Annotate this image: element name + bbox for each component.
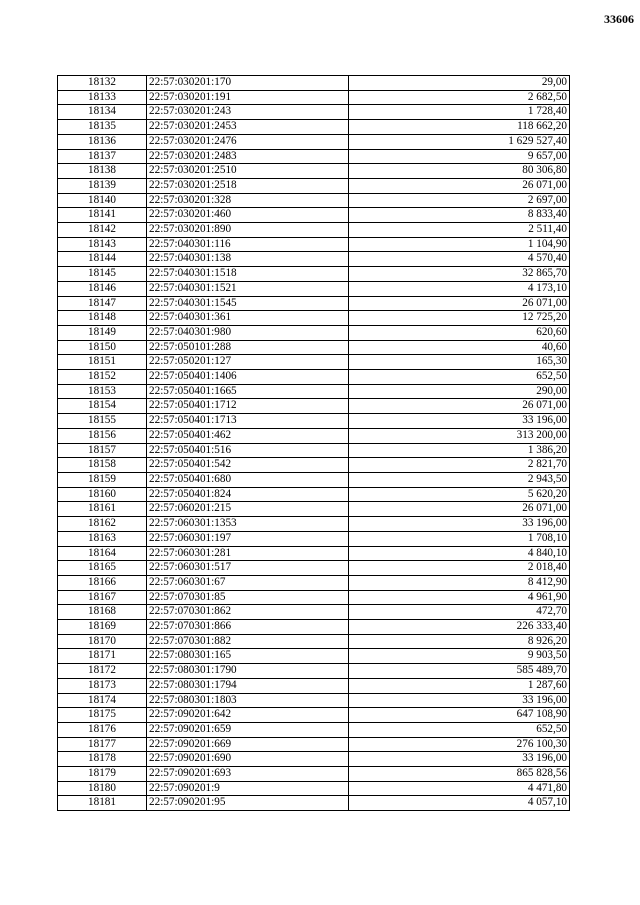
row-number-cell: 18163 (58, 531, 147, 546)
table-row (58, 781, 570, 796)
cadastral-number-cell: 22:57:050401:516 (147, 443, 349, 458)
cadastral-number-cell: 22:57:090201:693 (147, 767, 349, 782)
cadastral-number-cell: 22:57:050401:1713 (147, 414, 349, 429)
value-cell: 33 196,00 (349, 693, 570, 708)
cadastral-number-cell: 22:57:050401:1406 (147, 370, 349, 385)
table-row (58, 767, 570, 782)
cadastral-number-cell: 22:57:040301:1545 (147, 296, 349, 311)
table-row (58, 223, 570, 238)
value-cell: 9 657,00 (349, 149, 570, 164)
cadastral-number-cell: 22:57:080301:1803 (147, 693, 349, 708)
value-cell: 276 100,30 (349, 737, 570, 752)
cadastral-number-cell: 22:57:040301:1518 (147, 267, 349, 282)
value-cell: 33 196,00 (349, 517, 570, 532)
table-row (58, 340, 570, 355)
table-row (58, 164, 570, 179)
cadastral-number-cell: 22:57:040301:980 (147, 325, 349, 340)
value-cell: 1 287,60 (349, 678, 570, 693)
value-cell: 2 682,50 (349, 90, 570, 105)
table-row (58, 134, 570, 149)
value-cell: 32 865,70 (349, 267, 570, 282)
table-row (58, 722, 570, 737)
value-cell: 2 511,40 (349, 223, 570, 238)
row-number-cell: 18166 (58, 575, 147, 590)
value-cell: 29,00 (349, 76, 570, 91)
cadastral-number-cell: 22:57:050101:288 (147, 340, 349, 355)
cadastral-number-cell: 22:57:050401:1712 (147, 399, 349, 414)
cadastral-number-cell: 22:57:060301:1353 (147, 517, 349, 532)
cadastral-number-cell: 22:57:050401:680 (147, 472, 349, 487)
value-cell: 4 471,80 (349, 781, 570, 796)
table-row (58, 649, 570, 664)
value-cell: 620,60 (349, 325, 570, 340)
table-row (58, 634, 570, 649)
row-number-cell: 18146 (58, 281, 147, 296)
cadastral-number-cell: 22:57:030201:191 (147, 90, 349, 105)
cadastral-number-cell: 22:57:030201:2518 (147, 178, 349, 193)
cadastral-number-cell: 22:57:030201:243 (147, 105, 349, 120)
value-cell: 5 620,20 (349, 487, 570, 502)
row-number-cell: 18165 (58, 561, 147, 576)
value-cell: 1 104,90 (349, 237, 570, 252)
row-number-cell: 18145 (58, 267, 147, 282)
row-number-cell: 18153 (58, 384, 147, 399)
row-number-cell: 18156 (58, 428, 147, 443)
row-number-cell: 18150 (58, 340, 147, 355)
registry-table-body (58, 76, 570, 811)
row-number-cell: 18157 (58, 443, 147, 458)
table-row (58, 531, 570, 546)
table-row (58, 149, 570, 164)
value-cell: 4 961,90 (349, 590, 570, 605)
value-cell: 226 333,40 (349, 620, 570, 635)
cadastral-number-cell: 22:57:090201:690 (147, 752, 349, 767)
row-number-cell: 18136 (58, 134, 147, 149)
cadastral-number-cell: 22:57:060301:517 (147, 561, 349, 576)
page-number: 33606 (604, 12, 634, 26)
table-row (58, 384, 570, 399)
row-number-cell: 18176 (58, 722, 147, 737)
table-row (58, 193, 570, 208)
cadastral-number-cell: 22:57:070301:862 (147, 605, 349, 620)
cadastral-number-cell: 22:57:090201:95 (147, 796, 349, 811)
table-row (58, 178, 570, 193)
value-cell: 313 200,00 (349, 428, 570, 443)
row-number-cell: 18140 (58, 193, 147, 208)
table-row (58, 105, 570, 120)
table-row (58, 208, 570, 223)
cadastral-number-cell: 22:57:040301:116 (147, 237, 349, 252)
row-number-cell: 18139 (58, 178, 147, 193)
value-cell: 585 489,70 (349, 664, 570, 679)
table-row (58, 487, 570, 502)
cadastral-number-cell: 22:57:050401:1665 (147, 384, 349, 399)
row-number-cell: 18170 (58, 634, 147, 649)
row-number-cell: 18159 (58, 472, 147, 487)
value-cell: 26 071,00 (349, 178, 570, 193)
row-number-cell: 18151 (58, 355, 147, 370)
row-number-cell: 18147 (58, 296, 147, 311)
table-row (58, 737, 570, 752)
value-cell: 118 662,20 (349, 120, 570, 135)
value-cell: 12 725,20 (349, 311, 570, 326)
cadastral-number-cell: 22:57:030201:2510 (147, 164, 349, 179)
row-number-cell: 18178 (58, 752, 147, 767)
value-cell: 1 629 527,40 (349, 134, 570, 149)
value-cell: 8 833,40 (349, 208, 570, 223)
value-cell: 652,50 (349, 370, 570, 385)
cadastral-number-cell: 22:57:090201:659 (147, 722, 349, 737)
row-number-cell: 18138 (58, 164, 147, 179)
row-number-cell: 18177 (58, 737, 147, 752)
value-cell: 865 828,56 (349, 767, 570, 782)
value-cell: 40,60 (349, 340, 570, 355)
value-cell: 165,30 (349, 355, 570, 370)
cadastral-number-cell: 22:57:080301:165 (147, 649, 349, 664)
table-row (58, 370, 570, 385)
row-number-cell: 18141 (58, 208, 147, 223)
table-row (58, 546, 570, 561)
row-number-cell: 18181 (58, 796, 147, 811)
table-row (58, 502, 570, 517)
table-row (58, 325, 570, 340)
cadastral-number-cell: 22:57:030201:2476 (147, 134, 349, 149)
cadastral-number-cell: 22:57:040301:138 (147, 252, 349, 267)
cadastral-number-cell: 22:57:030201:2483 (147, 149, 349, 164)
value-cell: 1 708,10 (349, 531, 570, 546)
table-row (58, 708, 570, 723)
table-row (58, 796, 570, 811)
row-number-cell: 18171 (58, 649, 147, 664)
cadastral-number-cell: 22:57:070301:866 (147, 620, 349, 635)
table-row (58, 90, 570, 105)
value-cell: 26 071,00 (349, 399, 570, 414)
cadastral-number-cell: 22:57:030201:2453 (147, 120, 349, 135)
cadastral-number-cell: 22:57:070301:85 (147, 590, 349, 605)
row-number-cell: 18168 (58, 605, 147, 620)
table-row (58, 120, 570, 135)
table-row (58, 472, 570, 487)
registry-table (57, 75, 570, 811)
table-row (58, 561, 570, 576)
row-number-cell: 18173 (58, 678, 147, 693)
cadastral-number-cell: 22:57:050201:127 (147, 355, 349, 370)
row-number-cell: 18142 (58, 223, 147, 238)
row-number-cell: 18160 (58, 487, 147, 502)
table-row (58, 517, 570, 532)
table-row (58, 752, 570, 767)
row-number-cell: 18169 (58, 620, 147, 635)
cadastral-number-cell: 22:57:080301:1794 (147, 678, 349, 693)
row-number-cell: 18149 (58, 325, 147, 340)
row-number-cell: 18172 (58, 664, 147, 679)
cadastral-number-cell: 22:57:040301:1521 (147, 281, 349, 296)
cadastral-number-cell: 22:57:030201:170 (147, 76, 349, 91)
cadastral-number-cell: 22:57:060201:215 (147, 502, 349, 517)
row-number-cell: 18144 (58, 252, 147, 267)
value-cell: 647 108,90 (349, 708, 570, 723)
cadastral-number-cell: 22:57:060301:281 (147, 546, 349, 561)
cadastral-number-cell: 22:57:060301:197 (147, 531, 349, 546)
row-number-cell: 18137 (58, 149, 147, 164)
value-cell: 1 728,40 (349, 105, 570, 120)
table-row (58, 428, 570, 443)
value-cell: 4 840,10 (349, 546, 570, 561)
value-cell: 26 071,00 (349, 502, 570, 517)
row-number-cell: 18134 (58, 105, 147, 120)
value-cell: 8 926,20 (349, 634, 570, 649)
table-row (58, 311, 570, 326)
cadastral-number-cell: 22:57:050401:824 (147, 487, 349, 502)
row-number-cell: 18180 (58, 781, 147, 796)
row-number-cell: 18175 (58, 708, 147, 723)
value-cell: 80 306,80 (349, 164, 570, 179)
value-cell: 4 570,40 (349, 252, 570, 267)
table-row (58, 399, 570, 414)
table-row (58, 281, 570, 296)
cadastral-number-cell: 22:57:060301:67 (147, 575, 349, 590)
row-number-cell: 18167 (58, 590, 147, 605)
row-number-cell: 18158 (58, 458, 147, 473)
row-number-cell: 18174 (58, 693, 147, 708)
table-row (58, 355, 570, 370)
value-cell: 472,70 (349, 605, 570, 620)
table-row (58, 76, 570, 91)
table-row (58, 575, 570, 590)
table-row (58, 296, 570, 311)
value-cell: 290,00 (349, 384, 570, 399)
value-cell: 2 018,40 (349, 561, 570, 576)
table-row (58, 414, 570, 429)
table-row (58, 664, 570, 679)
value-cell: 1 386,20 (349, 443, 570, 458)
cadastral-number-cell: 22:57:080301:1790 (147, 664, 349, 679)
value-cell: 4 057,10 (349, 796, 570, 811)
cadastral-number-cell: 22:57:050401:542 (147, 458, 349, 473)
value-cell: 2 697,00 (349, 193, 570, 208)
cadastral-number-cell: 22:57:090201:642 (147, 708, 349, 723)
table-row (58, 237, 570, 252)
value-cell: 9 903,50 (349, 649, 570, 664)
row-number-cell: 18161 (58, 502, 147, 517)
cadastral-number-cell: 22:57:050401:462 (147, 428, 349, 443)
cadastral-number-cell: 22:57:070301:882 (147, 634, 349, 649)
row-number-cell: 18179 (58, 767, 147, 782)
row-number-cell: 18148 (58, 311, 147, 326)
cadastral-number-cell: 22:57:090201:9 (147, 781, 349, 796)
table-row (58, 590, 570, 605)
row-number-cell: 18135 (58, 120, 147, 135)
row-number-cell: 18133 (58, 90, 147, 105)
table-row (58, 620, 570, 635)
row-number-cell: 18143 (58, 237, 147, 252)
value-cell: 26 071,00 (349, 296, 570, 311)
table-row (58, 605, 570, 620)
row-number-cell: 18154 (58, 399, 147, 414)
value-cell: 2 821,70 (349, 458, 570, 473)
row-number-cell: 18152 (58, 370, 147, 385)
row-number-cell: 18132 (58, 76, 147, 91)
cadastral-number-cell: 22:57:030201:460 (147, 208, 349, 223)
value-cell: 33 196,00 (349, 414, 570, 429)
value-cell: 2 943,50 (349, 472, 570, 487)
value-cell: 8 412,90 (349, 575, 570, 590)
value-cell: 33 196,00 (349, 752, 570, 767)
cadastral-number-cell: 22:57:040301:361 (147, 311, 349, 326)
table-row (58, 678, 570, 693)
table-row (58, 443, 570, 458)
row-number-cell: 18164 (58, 546, 147, 561)
table-row (58, 267, 570, 282)
table-row (58, 458, 570, 473)
table-row (58, 252, 570, 267)
value-cell: 652,50 (349, 722, 570, 737)
row-number-cell: 18162 (58, 517, 147, 532)
table-row (58, 693, 570, 708)
row-number-cell: 18155 (58, 414, 147, 429)
cadastral-number-cell: 22:57:090201:669 (147, 737, 349, 752)
cadastral-number-cell: 22:57:030201:890 (147, 223, 349, 238)
value-cell: 4 173,10 (349, 281, 570, 296)
cadastral-number-cell: 22:57:030201:328 (147, 193, 349, 208)
